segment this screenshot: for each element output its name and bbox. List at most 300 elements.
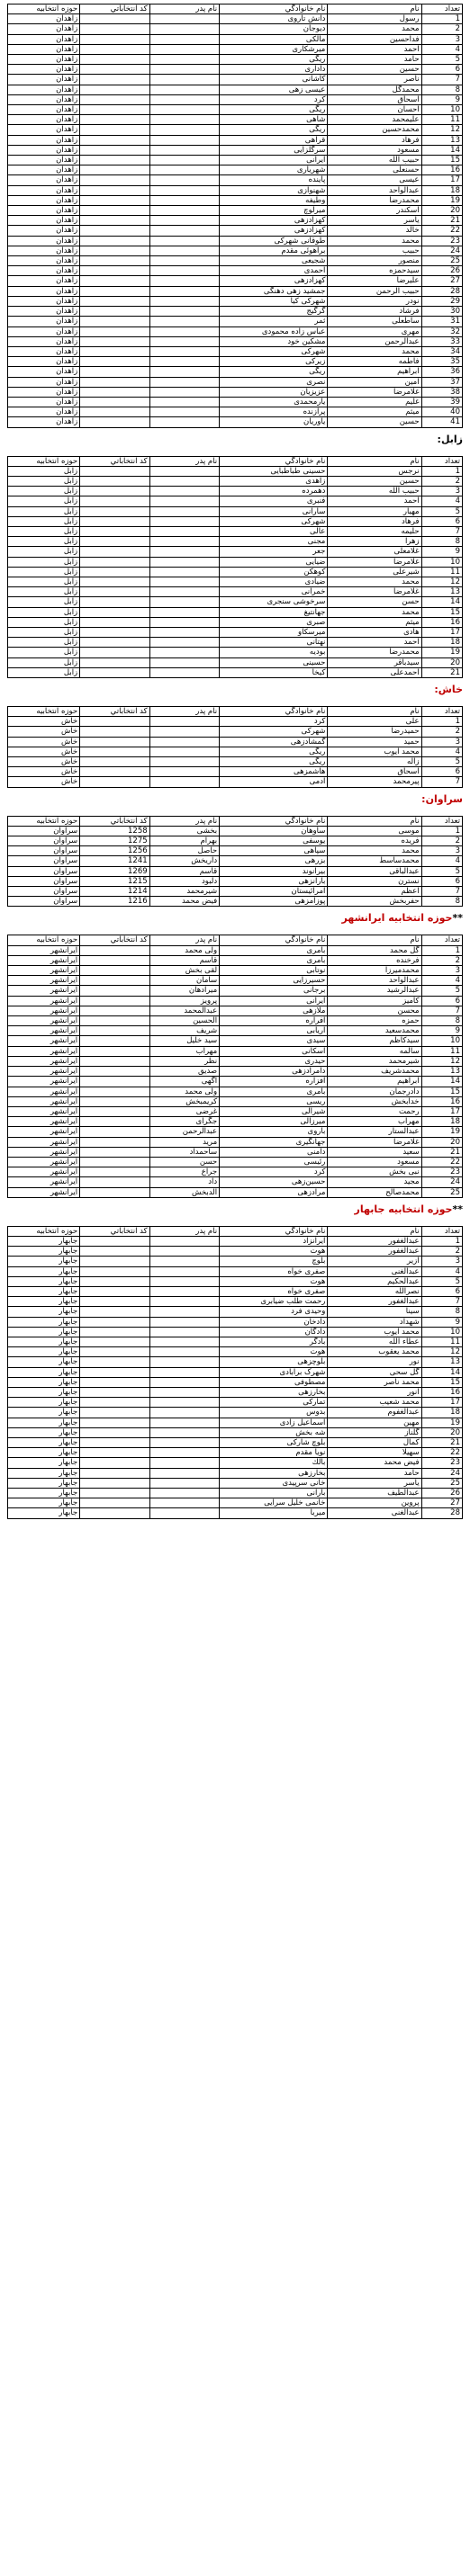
cell-num: 15 [421,607,462,617]
table-row [8,638,463,648]
cell-num: 26 [421,266,462,276]
cell-name: حميدرضا [328,727,421,737]
cell-father [149,286,219,296]
cell-code [80,1077,149,1087]
cell-name: نرجس [328,466,421,476]
column-header-code: كد انتخاباتي [80,4,149,14]
cell-family: احمدی [220,266,328,276]
cell-father [149,1418,219,1427]
cell-name: محمدشريف [328,1067,421,1077]
column-header-father: نام پدر [149,1226,219,1236]
cell-family: هوت [220,1347,328,1357]
cell-family: ديوجان [220,24,328,34]
cell-code [80,326,149,336]
cell-family: بالك [220,1458,328,1468]
table-row [8,1067,463,1077]
cell-father [149,216,219,226]
cell-num: 3 [421,34,462,44]
table-row [8,1367,463,1377]
cell-family: خمرانی [220,587,328,597]
table-row [8,557,463,567]
khash-table [7,706,463,788]
cell-name: گل محمد [328,945,421,955]
column-header-father: نام پدر [149,816,219,826]
table-row [8,577,463,586]
cell-name: غليم [328,397,421,407]
cell-code [80,587,149,597]
cell-code [80,1266,149,1276]
cell-name: محمدميرزا [328,966,421,976]
cell-district: جابهار [8,1498,80,1508]
cell-district: جابهار [8,1327,80,1337]
cell-father: دلبود [149,876,219,886]
cell-district: ايرانشهر [8,1096,80,1106]
column-header-code: كد انتخاباتي [80,707,149,717]
cell-code [80,667,149,677]
cell-family: شهركی [220,346,328,356]
cell-name: احمد [328,496,421,506]
cell-name: محمد [328,24,421,34]
cell-district: جابهار [8,1377,80,1387]
table-row [8,367,463,377]
cell-num: 11 [421,567,462,577]
cell-name: شهداد [328,1317,421,1327]
table-row [8,44,463,54]
cell-district: زاهدان [8,307,80,317]
cell-father [149,638,219,648]
table-header-row [8,935,463,945]
cell-code [80,1006,149,1015]
cell-family: سيدی [220,1036,328,1046]
cell-name: محمدصالح [328,1187,421,1197]
cell-district: زابل [8,466,80,476]
cell-name: عبدالستار [328,1127,421,1137]
cell-father [149,317,219,326]
section-heading-chabahar-label: حوزه انتخابيه جابهار [354,1203,453,1215]
cell-father [149,777,219,787]
cell-district: ايرانشهر [8,955,80,965]
cell-num: 7 [421,75,462,85]
cell-district: ايرانشهر [8,1026,80,1036]
cell-district: زاهدان [8,317,80,326]
cell-num: 2 [421,955,462,965]
cell-family: افزاره [220,1077,328,1087]
cell-district: زاهدان [8,296,80,306]
cell-name: محمدساسط [328,856,421,866]
cell-district: ايرانشهر [8,1046,80,1056]
cell-family: كرد [220,94,328,104]
cell-num: 20 [421,657,462,667]
table-row [8,476,463,486]
cell-name: شيرمحمد [328,1056,421,1066]
table-row [8,1117,463,1127]
cell-name: غلامرضا [328,557,421,567]
cell-father [149,105,219,115]
cell-family: كهزادزهی [220,276,328,286]
cell-name: اسحاق [328,767,421,777]
table-row [8,377,463,387]
cell-district: زاهدان [8,216,80,226]
cell-name: فرشاد [328,307,421,317]
cell-name: سيدحمزه [328,266,421,276]
cell-family: ميربا [220,1508,328,1518]
cell-code [80,466,149,476]
column-header-district: حوزه انتخابيه [8,456,80,466]
cell-family: بلوچ شاركی [220,1438,328,1448]
cell-name: خدابخش [328,1096,421,1106]
cell-num: 9 [421,547,462,557]
cell-code [80,1187,149,1197]
cell-family: حسينی طباطبايی [220,466,328,476]
table-row [8,125,463,135]
cell-father [149,587,219,597]
cell-father: بخشی [149,826,219,836]
table-row [8,256,463,266]
cell-name: عبدالغنی [328,1266,421,1276]
cell-family: كرد [220,1167,328,1177]
table-row [8,1327,463,1337]
cell-num: 35 [421,357,462,367]
cell-district: زاهدان [8,55,80,65]
table-row [8,836,463,846]
cell-code [80,1167,149,1177]
cell-name: حليمه [328,526,421,536]
cell-father [149,336,219,346]
table-row [8,1458,463,1468]
cell-district: سراوان [8,876,80,886]
table-row [8,326,463,336]
cell-district: زابل [8,567,80,577]
cell-district: زابل [8,597,80,607]
cell-num: 10 [421,105,462,115]
cell-father: شيرمحمد [149,887,219,897]
cell-code [80,236,149,246]
cell-family: كهزادزهی [220,216,328,226]
cell-district: ايرانشهر [8,996,80,1006]
table-row [8,737,463,747]
cell-district: زاهدان [8,105,80,115]
cell-num: 38 [421,387,462,397]
cell-name: حسنعلی [328,165,421,175]
cell-father: جراع [149,1167,219,1177]
cell-name: سعيد [328,1147,421,1157]
table-row [8,1147,463,1157]
table-row [8,1177,463,1187]
table-row [8,897,463,907]
cell-district: جابهار [8,1418,80,1427]
table-row [8,1276,463,1286]
cell-num: 21 [421,1438,462,1448]
table-row [8,846,463,856]
cell-code [80,367,149,377]
cell-family: شهنوازی [220,185,328,195]
cell-name: محمد [328,236,421,246]
cell-name: سيدكاظم [328,1036,421,1046]
table-row [8,296,463,306]
cell-num: 27 [421,276,462,286]
cell-name: پروين [328,1498,421,1508]
cell-name: غلامرضا [328,1137,421,1147]
cell-father [149,397,219,407]
cell-name: سينا [328,1307,421,1317]
cell-num: 7 [421,526,462,536]
cell-name: ناصر [328,75,421,85]
table-row [8,727,463,737]
cell-family: نوتابی [220,966,328,976]
cell-num: 18 [421,185,462,195]
cell-father: الحسين [149,1016,219,1026]
cell-district: خاش [8,767,80,777]
cell-code [80,1438,149,1448]
cell-name: فريده [328,836,421,846]
cell-district: زابل [8,587,80,597]
cell-num: 10 [421,1036,462,1046]
cell-code [80,577,149,586]
cell-family: گمشادزهی [220,737,328,747]
cell-num: 24 [421,246,462,255]
cell-family: پرازنده [220,407,328,417]
cell-family: صفری خواه [220,1266,328,1276]
cell-district: ايرانشهر [8,1187,80,1197]
cell-father [149,717,219,727]
cell-name: ياسر [328,1478,421,1488]
cell-father: عبدالرحمن [149,1127,219,1137]
cell-district: زاهدان [8,357,80,367]
cell-name: منصور [328,256,421,266]
cell-father: سامان [149,976,219,986]
table-row [8,14,463,24]
cell-num: 1 [421,1236,462,1246]
cell-name: مهری [328,326,421,336]
section-heading-iranshahr-label: حوزه انتخابيه ايرانشهر [341,912,453,925]
section-heading-zabol: زابل: [437,433,463,445]
cell-district: زابل [8,516,80,526]
table-row [8,1347,463,1357]
cell-name: علی [328,717,421,727]
cell-district: جابهار [8,1387,80,1397]
cell-num: 3 [421,846,462,856]
cell-father: شريف [149,1026,219,1036]
cell-code [80,24,149,34]
cell-name: محسن [328,1006,421,1015]
cell-family: جعر [220,547,328,557]
table-header-row [8,4,463,14]
cell-code [80,966,149,976]
cell-father [149,185,219,195]
cell-num: 25 [421,256,462,266]
cell-name: زاله [328,757,421,767]
table-row [8,1418,463,1427]
cell-code: 1256 [80,846,149,856]
cell-num: 26 [421,1489,462,1498]
cell-father: عبدالمحمد [149,1006,219,1015]
cell-name: حبيب الرحمن [328,286,421,296]
column-header-num: تعداد [421,4,462,14]
cell-district: زاهدان [8,135,80,145]
cell-father [149,307,219,317]
cell-name: مسعود [328,1157,421,1167]
cell-district: سراوان [8,887,80,897]
cell-family: بلوچزهی [220,1357,328,1367]
cell-num: 17 [421,175,462,185]
cell-family: نصری [220,377,328,387]
cell-code [80,1367,149,1377]
cell-name: ابراهيم [328,367,421,377]
cell-district: زابل [8,648,80,657]
cell-district: زاهدان [8,326,80,336]
cell-code [80,1087,149,1096]
cell-family: صفری خواه [220,1286,328,1296]
chabahar-table [7,1226,463,1519]
cell-district: زابل [8,547,80,557]
cell-father [149,417,219,427]
cell-code: 1241 [80,856,149,866]
cell-family: حسيرزايی [220,976,328,986]
cell-district: زابل [8,667,80,677]
cell-family: وحيدی فرد [220,1307,328,1317]
cell-code [80,317,149,326]
cell-name: محمدسعيد [328,1026,421,1036]
cell-code [80,737,149,747]
cell-code [80,94,149,104]
cell-code [80,487,149,496]
cell-code [80,135,149,145]
cell-code [80,336,149,346]
cell-name: فرهاد [328,516,421,526]
cell-family: زيركی [220,357,328,367]
cell-district: خاش [8,757,80,767]
table-row [8,1187,463,1197]
cell-family: نويا مقدم [220,1448,328,1458]
cell-code [80,246,149,255]
cell-name: محمدگل [328,85,421,94]
table-row [8,506,463,516]
cell-father [149,496,219,506]
cell-family: نهتانی [220,638,328,648]
cell-father [149,1276,219,1286]
cell-code [80,276,149,286]
cell-num: 22 [421,1448,462,1458]
cell-family: آدمی [220,777,328,787]
cell-num: 21 [421,667,462,677]
cell-family: بخارزهی [220,1468,328,1478]
cell-name: گلناز [328,1427,421,1437]
cell-code [80,1387,149,1397]
table-row [8,55,463,65]
cell-num: 27 [421,1498,462,1508]
cell-district: ايرانشهر [8,1067,80,1077]
cell-num: 23 [421,1458,462,1468]
table-row [8,856,463,866]
cell-num: 24 [421,1468,462,1478]
cell-district: ايرانشهر [8,966,80,976]
cell-district: سراوان [8,836,80,846]
column-header-code: كد انتخاباتي [80,935,149,945]
cell-father [149,75,219,85]
cell-district: ايرانشهر [8,1006,80,1015]
table-row [8,145,463,155]
cell-district: خاش [8,777,80,787]
cell-district: زابل [8,476,80,486]
cell-father: قاسم [149,955,219,965]
table-row [8,226,463,236]
cell-code [80,195,149,205]
cell-code [80,1398,149,1408]
cell-num: 23 [421,1167,462,1177]
cell-family: تماركی [220,1398,328,1408]
cell-code [80,1448,149,1458]
cell-code [80,115,149,125]
cell-district: ايرانشهر [8,1167,80,1177]
cell-num: 31 [421,317,462,326]
cell-name: محمد ناصر [328,1377,421,1387]
cell-code [80,165,149,175]
cell-district: خاش [8,747,80,756]
table-row [8,607,463,617]
cell-name: احمد [328,638,421,648]
cell-code [80,657,149,667]
cell-father [149,1458,219,1468]
cell-code [80,377,149,387]
cell-code [80,1177,149,1187]
cell-father: پرويز [149,996,219,1006]
cell-num: 11 [421,1337,462,1346]
cell-district: جابهار [8,1438,80,1448]
cell-father [149,1508,219,1518]
heading-marker: ** [452,912,463,925]
table-row [8,286,463,296]
cell-family: شهرياری [220,165,328,175]
cell-father [149,557,219,567]
cell-family: كهزادزهی [220,226,328,236]
cell-family: كاشانی [220,75,328,85]
cell-father [149,1357,219,1367]
cell-father [149,516,219,526]
table-row [8,1247,463,1257]
cell-father [149,55,219,65]
cell-code [80,1026,149,1036]
cell-num: 1 [421,945,462,955]
cell-num: 11 [421,115,462,125]
cell-father [149,1367,219,1377]
cell-family: خانمی خليل سرايی [220,1498,328,1508]
cell-district: ايرانشهر [8,1016,80,1026]
cell-district: زاهدان [8,377,80,387]
cell-name: خالد [328,226,421,236]
cell-name: فرهاد [328,135,421,145]
cell-code: 1215 [80,876,149,886]
cell-district: جابهار [8,1337,80,1346]
cell-name: عبدالغنی [328,1508,421,1518]
cell-code [80,34,149,44]
cell-num: 5 [421,506,462,516]
cell-district: جابهار [8,1458,80,1468]
cell-name: محمد ايوب [328,747,421,756]
cell-family: ريگی [220,747,328,756]
cell-family: خانی سرپيدی [220,1478,328,1488]
cell-code [80,145,149,155]
cell-name: حبيب [328,246,421,255]
cell-name: ياسر [328,216,421,226]
cell-father [149,506,219,516]
cell-code [80,727,149,737]
cell-num: 6 [421,65,462,75]
cell-num: 15 [421,156,462,165]
cell-code [80,256,149,266]
cell-district: ايرانشهر [8,1077,80,1087]
cell-code [80,346,149,356]
cell-num: 34 [421,346,462,356]
